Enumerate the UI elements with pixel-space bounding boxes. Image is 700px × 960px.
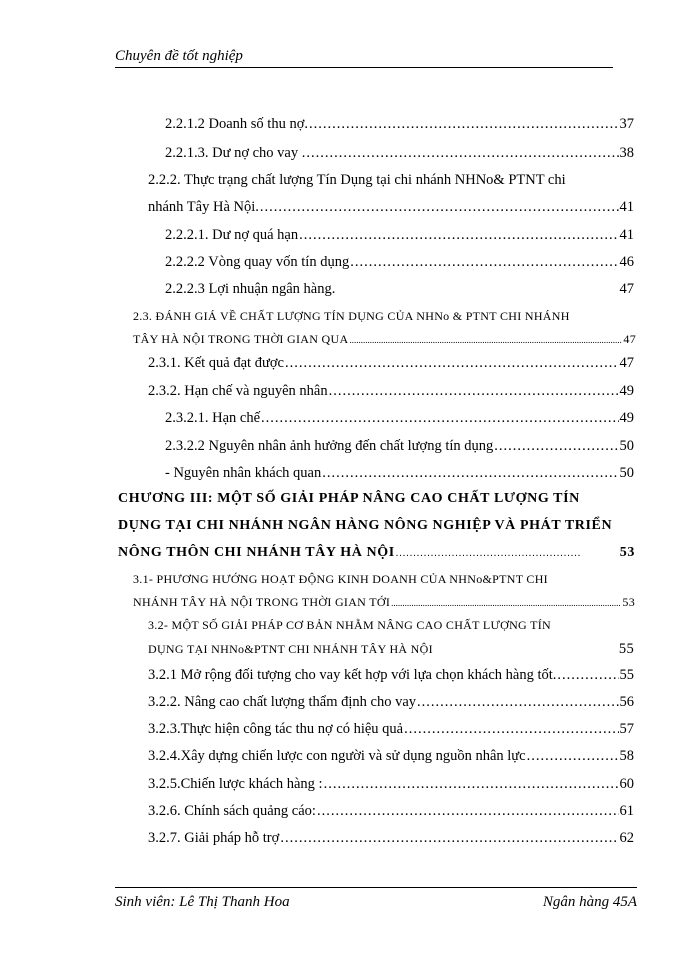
toc-entry-text: 3.2.6. Chính sách quảng cáo: [148, 803, 316, 819]
toc-entry[interactable] [148, 803, 634, 820]
toc-entry-text: 3.2.3.Thực hiện công tác thu nợ có hiệu quả [148, 721, 404, 737]
page-footer [115, 887, 637, 911]
toc-entry-text: NÔNG THÔN CHI NHÁNH TÂY HÀ NỘI [118, 545, 395, 560]
toc-page-number: 55 [619, 667, 634, 683]
toc-entry-text: 3.2.5.Chiến lược khách hàng : [148, 776, 323, 792]
toc-page-number: 41 [619, 199, 634, 215]
toc-entry[interactable] [148, 748, 634, 765]
toc-entry-text: - Nguyên nhân khách quan [165, 465, 322, 481]
toc-entry-text: 2.3.1. Kết quả đạt được [148, 355, 284, 371]
toc-leader [417, 694, 618, 711]
toc-entry-text: 3.2.2. Nâng cao chất lượng thẩm định cho vay [148, 694, 417, 710]
toc-page-number: 62 [619, 830, 634, 846]
toc-page-number: 47 [623, 332, 636, 346]
toc-leader [299, 227, 618, 244]
footer-class: Ngân hàng 45A [542, 894, 637, 910]
toc-page-number: 57 [619, 721, 634, 737]
toc-entry[interactable] [148, 830, 634, 847]
toc-entry[interactable] [165, 281, 634, 298]
toc-entry[interactable] [148, 355, 634, 372]
toc-entry-text-line1: 2.3. ĐÁNH GIÁ VỀ CHẤT LƯỢNG TÍN DỤNG CỦA NHNo & PTNT CHI NHÁNH [133, 309, 570, 323]
toc-leader [260, 199, 619, 216]
toc-leader [349, 335, 622, 345]
toc-leader [280, 830, 618, 847]
toc-entry-text: 3.2.7. Giải pháp hỗ trợ [148, 830, 280, 846]
toc-entry[interactable] [118, 545, 635, 561]
toc-entry[interactable] [148, 199, 634, 216]
toc-entry-text: 2.2.2.3 Lợi nhuận ngân hàng. [165, 281, 336, 297]
toc-leader [285, 355, 619, 372]
toc-leader [391, 598, 621, 608]
toc-page-number: 50 [619, 465, 634, 481]
toc-page-number: 47 [619, 281, 634, 297]
toc-entry[interactable] [148, 641, 634, 658]
toc-leader [404, 721, 618, 738]
toc-leader [309, 116, 619, 133]
toc-page-number: 58 [619, 748, 634, 764]
toc-entry[interactable] [165, 465, 634, 482]
toc-page-number: 56 [619, 694, 634, 710]
toc-page-number: 61 [619, 803, 634, 819]
toc-entry[interactable] [148, 721, 634, 738]
toc-chapter-line1: CHƯƠNG III: MỘT SỐ GIẢI PHÁP NÂNG CAO CHẤT LƯỢNG TÍN [118, 491, 580, 506]
toc-leader [396, 548, 580, 559]
toc-entry[interactable] [133, 595, 635, 610]
toc-page-number: 46 [619, 254, 634, 270]
toc-leader [350, 254, 618, 271]
toc-page-number: 49 [619, 383, 634, 399]
toc-entry[interactable] [165, 116, 634, 133]
toc-entry-text: TÂY HÀ NỘI TRONG THỜI GIAN QUA [133, 332, 349, 346]
toc-entry-text: 2.2.2.2 Vòng quay vốn tín dụng [165, 254, 350, 270]
toc-entry-text-line1: 3.2- MỘT SỐ GIẢI PHÁP CƠ BẢN NHẰM NÂNG CAO CHẤT LƯỢNG TÍN [148, 618, 551, 632]
toc-entry-text-line1: 3.1- PHƯƠNG HƯỚNG HOẠT ĐỘNG KINH DOANH CỦA NHNo&PTNT CHI [133, 572, 548, 586]
toc-entry[interactable] [133, 332, 636, 347]
toc-leader [494, 438, 618, 455]
toc-entry[interactable] [165, 438, 634, 455]
toc-entry-text: 3.2.4.Xây dựng chiến lược con người và sử dụng nguồn nhân lực [148, 748, 526, 764]
toc-leader [317, 803, 619, 820]
toc-page-number: 60 [619, 776, 634, 792]
toc-page-number: 53 [619, 545, 635, 560]
toc-leader [322, 465, 618, 482]
toc-leader [306, 145, 618, 162]
toc-entry[interactable] [165, 145, 634, 162]
toc-leader [329, 383, 619, 400]
toc-entry-text: 2.3.2. Hạn chế và nguyên nhân [148, 383, 328, 399]
toc-leader [527, 748, 619, 765]
toc-entry[interactable] [148, 383, 634, 400]
toc-chapter-line2: DỤNG TẠI CHI NHÁNH NGÂN HÀNG NÔNG NGHIỆP VÀ PHÁT TRIỂN [118, 518, 613, 533]
toc-entry-text: 2.3.2.1. Hạn chế [165, 410, 261, 426]
toc-page-number: 47 [619, 355, 634, 371]
toc-entry[interactable] [165, 410, 634, 427]
toc-entry[interactable] [165, 254, 634, 271]
toc-entry-text: 3.2.1 Mở rộng đối tượng cho vay kết hợp với lựa chọn khách hàng tốt. [148, 667, 557, 683]
toc-entry-text: nhánh Tây Hà Nội. [148, 199, 259, 215]
toc-entry-text: 2.3.2.2 Nguyên nhân ảnh hưởng đến chất lượng tín dụng [165, 438, 494, 454]
toc-leader [261, 410, 618, 427]
header-title: Chuyên đề tốt nghiệp [115, 48, 243, 64]
toc-entry[interactable] [148, 694, 634, 711]
toc-page-number: 37 [619, 116, 634, 132]
toc-entry[interactable] [148, 667, 634, 684]
toc-entry-text: 2.2.1.2 Doanh số thu nợ. [165, 116, 308, 132]
toc-page-number: 50 [619, 438, 634, 454]
toc-entry[interactable] [148, 776, 634, 793]
toc-leader [324, 776, 619, 793]
toc-page-number: 49 [619, 410, 634, 426]
toc-page-number: 41 [619, 227, 634, 243]
toc-leader [557, 667, 618, 684]
footer-student: Sinh viên: Lê Thị Thanh Hoa [115, 894, 290, 910]
toc-page-number: 55 [618, 641, 634, 657]
toc-entry-text: 2.2.2.1. Dư nợ quá hạn [165, 227, 299, 243]
toc-entry-text-line1: 2.2.2. Thực trạng chất lượng Tín Dụng tại chi nhánh NHNo& PTNT chi [148, 172, 566, 188]
toc-entry[interactable] [165, 227, 634, 244]
toc-page-number: 53 [622, 595, 635, 609]
toc-entry-text: NHÁNH TÂY HÀ NỘI TRONG THỜI GIAN TỚI [133, 595, 391, 609]
toc-page-number: 38 [619, 145, 634, 161]
toc-entry-text: 2.2.1.3. Dư nợ cho vay . [165, 145, 306, 161]
toc-entry-text: DỤNG TẠI NHNo&PTNT CHI NHÁNH TÂY HÀ NỘI [148, 642, 433, 656]
page-header [115, 48, 613, 68]
